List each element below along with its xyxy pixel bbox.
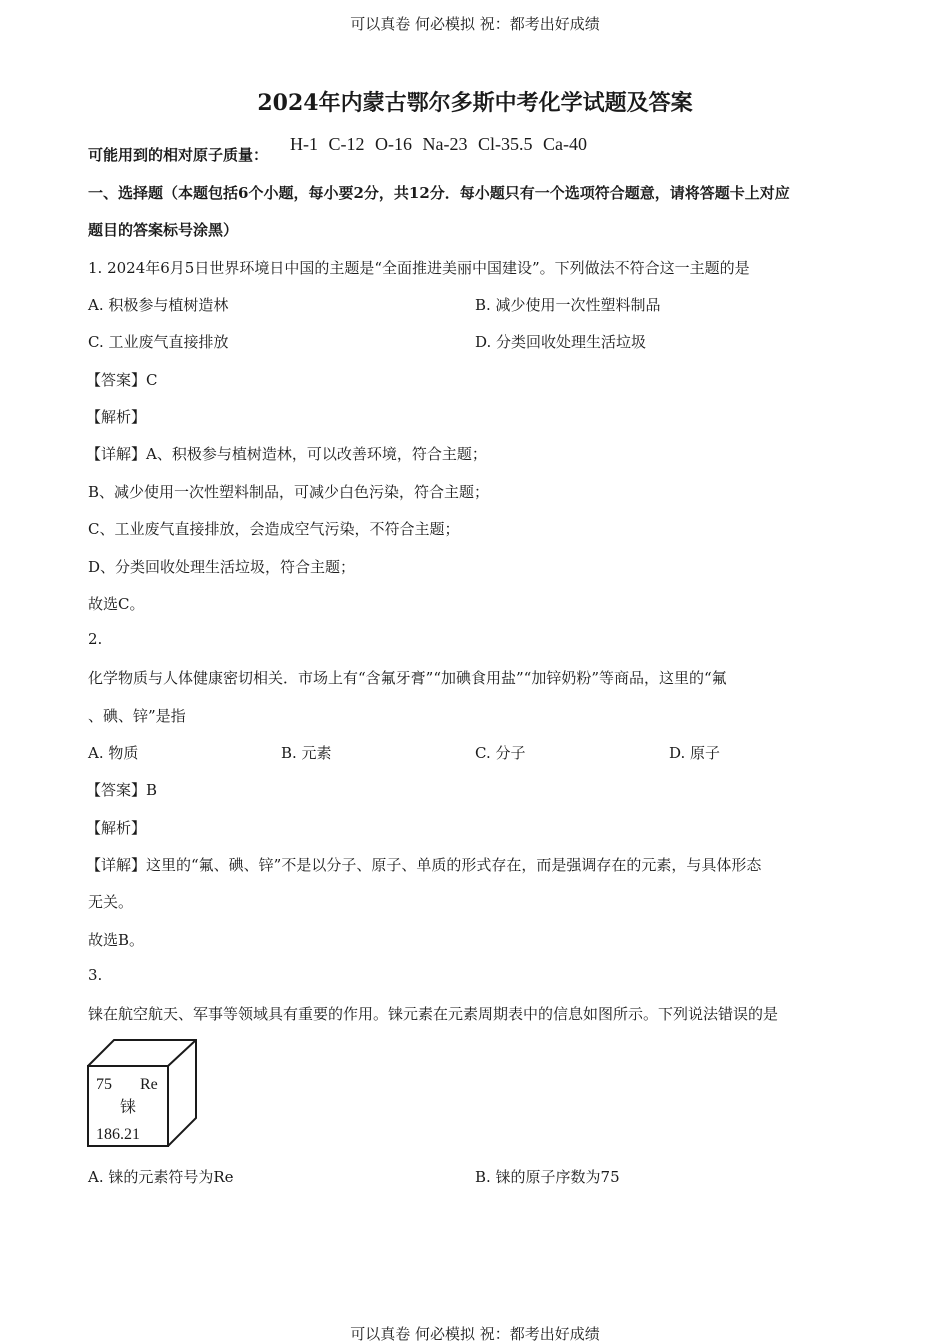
q2-answer: 【答案】B: [86, 781, 158, 799]
rhenium-element-cube: [86, 1038, 200, 1150]
q2-detail-1: 【详解】这里的“氟、碘、锌”不是以分子、原子、单质的形式存在，而是强调存在的元素，与具体形态: [86, 856, 762, 874]
element-atomic-number: 75: [96, 1076, 112, 1093]
page-title: 2024年内蒙古鄂尔多斯中考化学试题及答案: [257, 90, 693, 116]
q1-stem: 1. 2024年6月5日世界环境日中国的主题是“全面推进美丽中国建设”。下列做法不符合这一主题的是: [88, 259, 750, 277]
q1-answer: 【答案】C: [86, 371, 158, 389]
q1-option-c: C. 工业废气直接排放: [88, 333, 229, 351]
q2-stem-line2: 、碘、锌”是指: [88, 707, 186, 725]
q3-stem: 铼在航空航天、军事等领域具有重要的作用。铼元素在元素周期表中的信息如图所示。下列说法错误的是: [88, 1005, 779, 1023]
page-header: 可以真卷 何必模拟 祝：都考出好成绩: [350, 15, 600, 33]
q1-detail-3: C、工业废气直接排放，会造成空气污染，不符合主题；: [88, 520, 460, 538]
q2-option-c: C. 分子: [475, 744, 526, 762]
q2-option-a: A. 物质: [88, 744, 139, 762]
q3-option-b: B. 铼的原子序数为75: [475, 1168, 620, 1186]
element-symbol: Re: [140, 1076, 158, 1093]
q1-detail-4: D、分类回收处理生活垃圾，符合主题；: [88, 558, 356, 576]
element-name: 铼: [120, 1097, 137, 1116]
q2-analysis-label: 【解析】: [86, 819, 147, 837]
q2-detail-2: 无关。: [88, 893, 134, 911]
q2-option-d: D. 原子: [669, 744, 721, 762]
cube-top-edge: [168, 1040, 196, 1066]
q2-stem-line1: 化学物质与人体健康密切相关．市场上有“含氟牙膏”“加碘食用盐”“加锌奶粉”等商品，这里的“氟: [88, 669, 727, 687]
section-heading-line2: 题目的答案标号涂黑）: [88, 221, 239, 239]
q1-detail-2: B、减少使用一次性塑料制品，可减少白色污染，符合主题；: [88, 483, 490, 501]
atomic-mass-values: H-1 C-12 O-16 Na-23 Cl-35.5 Ca-40: [290, 134, 587, 154]
element-mass: 186.21: [96, 1126, 140, 1143]
q1-option-a: A. 积极参与植树造林: [88, 296, 229, 314]
q1-analysis-label: 【解析】: [86, 408, 147, 426]
page-footer: 可以真卷 何必模拟 祝：都考出好成绩: [350, 1325, 600, 1343]
q1-option-d: D. 分类回收处理生活垃圾: [475, 333, 647, 351]
q3-number: 3.: [88, 966, 103, 984]
atomic-mass-label: 可能用到的相对原子质量：: [88, 146, 269, 164]
q2-conclusion: 故选B。: [88, 931, 145, 949]
q1-option-b: B. 减少使用一次性塑料制品: [475, 296, 661, 314]
q1-conclusion: 故选C。: [88, 595, 145, 613]
q2-number: 2.: [88, 630, 103, 648]
q2-option-b: B. 元素: [281, 744, 332, 762]
section-heading-line1: 一、选择题（本题包括6个小题，每小要2分，共12分．每小题只有一个选项符合题意，请将答题卡上对应: [88, 184, 790, 202]
q3-option-a: A. 铼的元素符号为Re: [88, 1168, 234, 1186]
q1-detail-1: 【详解】A、积极参与植树造林，可以改善环境，符合主题；: [86, 445, 487, 463]
